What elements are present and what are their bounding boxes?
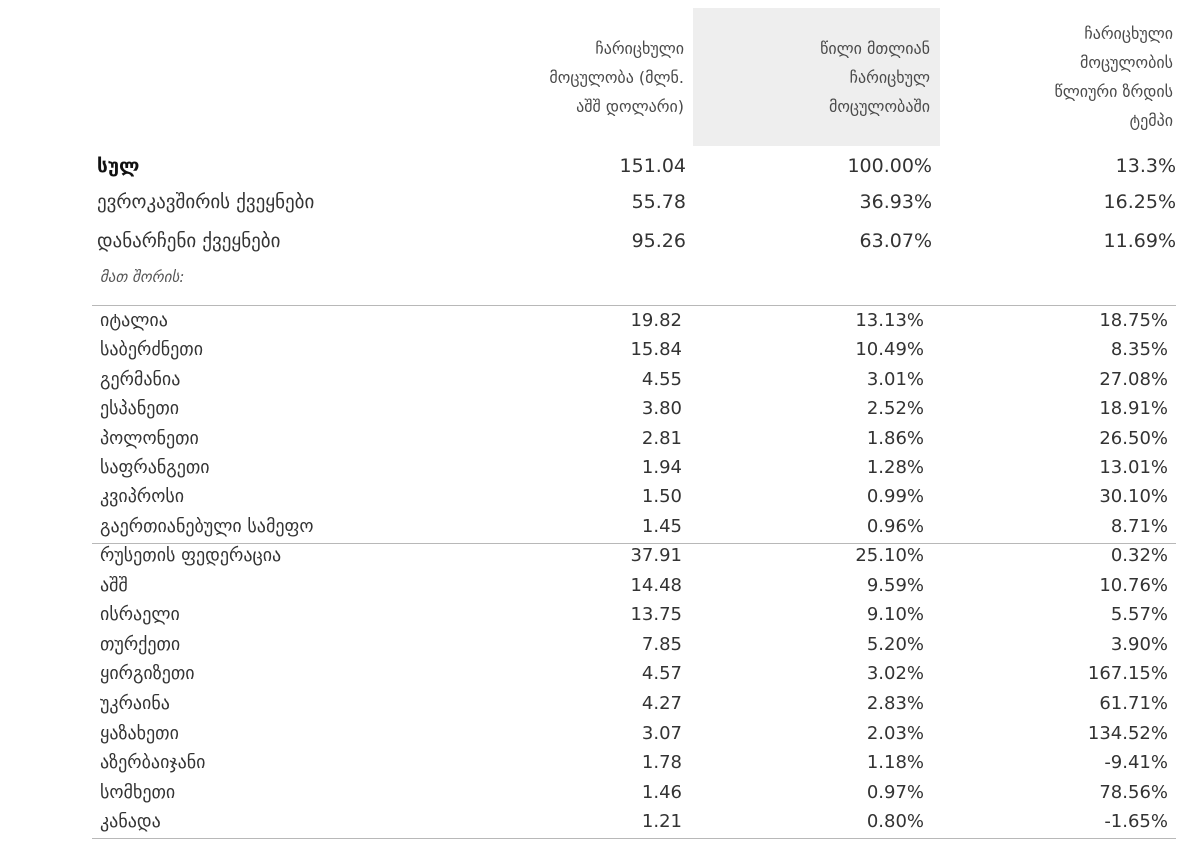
row-label: დანარჩენი ქვეყნები bbox=[97, 230, 281, 252]
row-label: სომხეთი bbox=[100, 781, 176, 803]
growth-cell: 13.01% bbox=[1099, 457, 1168, 478]
volume-cell: 19.82 bbox=[630, 310, 682, 331]
share-cell: 1.86% bbox=[866, 427, 924, 449]
share-cell: 63.07% bbox=[859, 230, 932, 252]
share-cell: 0.96% bbox=[866, 515, 924, 537]
growth-cell: 10.76% bbox=[1099, 574, 1168, 596]
growth-cell: 5.57% bbox=[1110, 604, 1168, 626]
row-label: ისრაელი bbox=[100, 604, 180, 626]
growth-cell: 134.52% bbox=[1087, 722, 1168, 744]
row-label: გერმანია bbox=[100, 368, 181, 390]
row-label: უკრაინა bbox=[100, 693, 170, 714]
column-header-share-line: მოცულობაში bbox=[828, 96, 930, 116]
volume-cell: 95.26 bbox=[631, 230, 686, 252]
row-label: ყირგიზეთი bbox=[100, 663, 195, 685]
share-cell: 9.10% bbox=[866, 604, 924, 626]
share-cell: 100.00% bbox=[847, 155, 932, 177]
column-header-growth bbox=[945, 4, 1173, 150]
growth-cell: 18.75% bbox=[1099, 310, 1168, 331]
share-cell: 0.80% bbox=[866, 811, 924, 833]
volume-cell: 15.84 bbox=[630, 339, 682, 361]
volume-cell: 1.78 bbox=[641, 752, 682, 774]
volume-cell: 1.46 bbox=[641, 781, 682, 803]
volume-cell: 14.48 bbox=[630, 574, 682, 596]
column-header-share-line: წილი მთლიან bbox=[820, 38, 930, 58]
row-label: რუსეთის ფედერაცია bbox=[100, 545, 282, 566]
share-cell: 0.99% bbox=[866, 486, 924, 508]
column-header-volume-line: აშშ დოლარი) bbox=[576, 96, 684, 116]
row-label: საფრანგეთი bbox=[100, 457, 210, 478]
volume-cell: 1.94 bbox=[641, 457, 682, 478]
share-cell: 3.01% bbox=[866, 368, 924, 390]
growth-cell: -9.41% bbox=[1104, 752, 1168, 774]
growth-cell: 16.25% bbox=[1103, 191, 1176, 213]
share-cell: 2.52% bbox=[866, 398, 924, 420]
growth-cell: 167.15% bbox=[1087, 663, 1168, 685]
row-label: იტალია bbox=[100, 310, 168, 331]
row-label: კვიპროსი bbox=[100, 486, 185, 508]
column-header-share-line: ჩარიცხულ bbox=[849, 67, 930, 87]
volume-cell: 1.21 bbox=[641, 811, 682, 833]
volume-cell: 7.85 bbox=[641, 633, 682, 655]
share-cell: 3.02% bbox=[866, 663, 924, 685]
growth-cell: 30.10% bbox=[1099, 486, 1168, 508]
growth-cell: -1.65% bbox=[1104, 811, 1168, 833]
growth-cell: 8.71% bbox=[1110, 515, 1168, 537]
share-cell: 2.03% bbox=[866, 722, 924, 744]
volume-cell: 151.04 bbox=[619, 155, 686, 177]
divider-top bbox=[92, 305, 1176, 306]
column-header-growth-line: ტემპი bbox=[1129, 111, 1173, 130]
row-label: აშშ bbox=[100, 574, 128, 596]
share-cell: 0.97% bbox=[866, 781, 924, 803]
volume-cell: 13.75 bbox=[630, 604, 682, 626]
column-header-growth-line: წლიური ზრდის bbox=[1054, 82, 1173, 101]
share-cell: 1.28% bbox=[866, 457, 924, 478]
column-header-volume-line: ჩარიცხული bbox=[595, 38, 684, 58]
row-label: გაერთიანებული სამეფო bbox=[100, 515, 314, 537]
share-cell: 10.49% bbox=[855, 339, 924, 361]
row-label: სულ bbox=[97, 155, 140, 177]
share-cell: 5.20% bbox=[866, 633, 924, 655]
growth-cell: 11.69% bbox=[1103, 230, 1176, 252]
share-cell: 1.18% bbox=[866, 752, 924, 774]
growth-cell: 3.90% bbox=[1110, 633, 1168, 655]
volume-cell: 3.80 bbox=[641, 398, 682, 420]
divider-bottom bbox=[92, 838, 1176, 839]
growth-cell: 18.91% bbox=[1099, 398, 1168, 420]
volume-cell: 4.57 bbox=[641, 663, 682, 685]
volume-cell: 1.45 bbox=[641, 515, 682, 537]
volume-cell: 3.07 bbox=[641, 722, 682, 744]
share-cell: 9.59% bbox=[866, 574, 924, 596]
volume-cell: 4.55 bbox=[641, 368, 682, 390]
column-header-volume-line: მოცულობა (მლნ. bbox=[549, 67, 684, 87]
volume-cell: 37.91 bbox=[630, 545, 682, 566]
row-label: ევროკავშირის ქვეყნები bbox=[97, 191, 315, 213]
column-header-growth-line: მოცულობის bbox=[1080, 53, 1173, 72]
column-header-volume bbox=[470, 8, 684, 146]
column-header-growth-line: ჩარიცხული bbox=[1084, 24, 1173, 43]
volume-cell: 1.50 bbox=[641, 486, 682, 508]
column-header-share bbox=[700, 8, 930, 146]
row-label: ყაზახეთი bbox=[100, 722, 179, 744]
growth-cell: 27.08% bbox=[1099, 368, 1168, 390]
share-cell: 2.83% bbox=[866, 693, 924, 714]
share-cell: 13.13% bbox=[855, 310, 924, 331]
growth-cell: 78.56% bbox=[1099, 781, 1168, 803]
share-cell: 36.93% bbox=[859, 191, 932, 213]
share-cell: 25.10% bbox=[855, 545, 924, 566]
including-note: მათ შორის: bbox=[100, 268, 185, 286]
row-label: აზერბაიჯანი bbox=[100, 752, 206, 774]
row-label: ესპანეთი bbox=[100, 398, 180, 420]
volume-cell: 2.81 bbox=[641, 427, 682, 449]
growth-cell: 61.71% bbox=[1099, 693, 1168, 714]
volume-cell: 55.78 bbox=[631, 191, 686, 213]
growth-cell: 26.50% bbox=[1099, 427, 1168, 449]
volume-cell: 4.27 bbox=[641, 693, 682, 714]
growth-cell: 13.3% bbox=[1115, 155, 1176, 177]
growth-cell: 0.32% bbox=[1110, 545, 1168, 566]
row-label: პოლონეთი bbox=[100, 427, 199, 449]
row-label: საბერძნეთი bbox=[100, 339, 204, 361]
row-label: თურქეთი bbox=[100, 633, 181, 655]
row-label: კანადა bbox=[100, 811, 161, 833]
growth-cell: 8.35% bbox=[1110, 339, 1168, 361]
